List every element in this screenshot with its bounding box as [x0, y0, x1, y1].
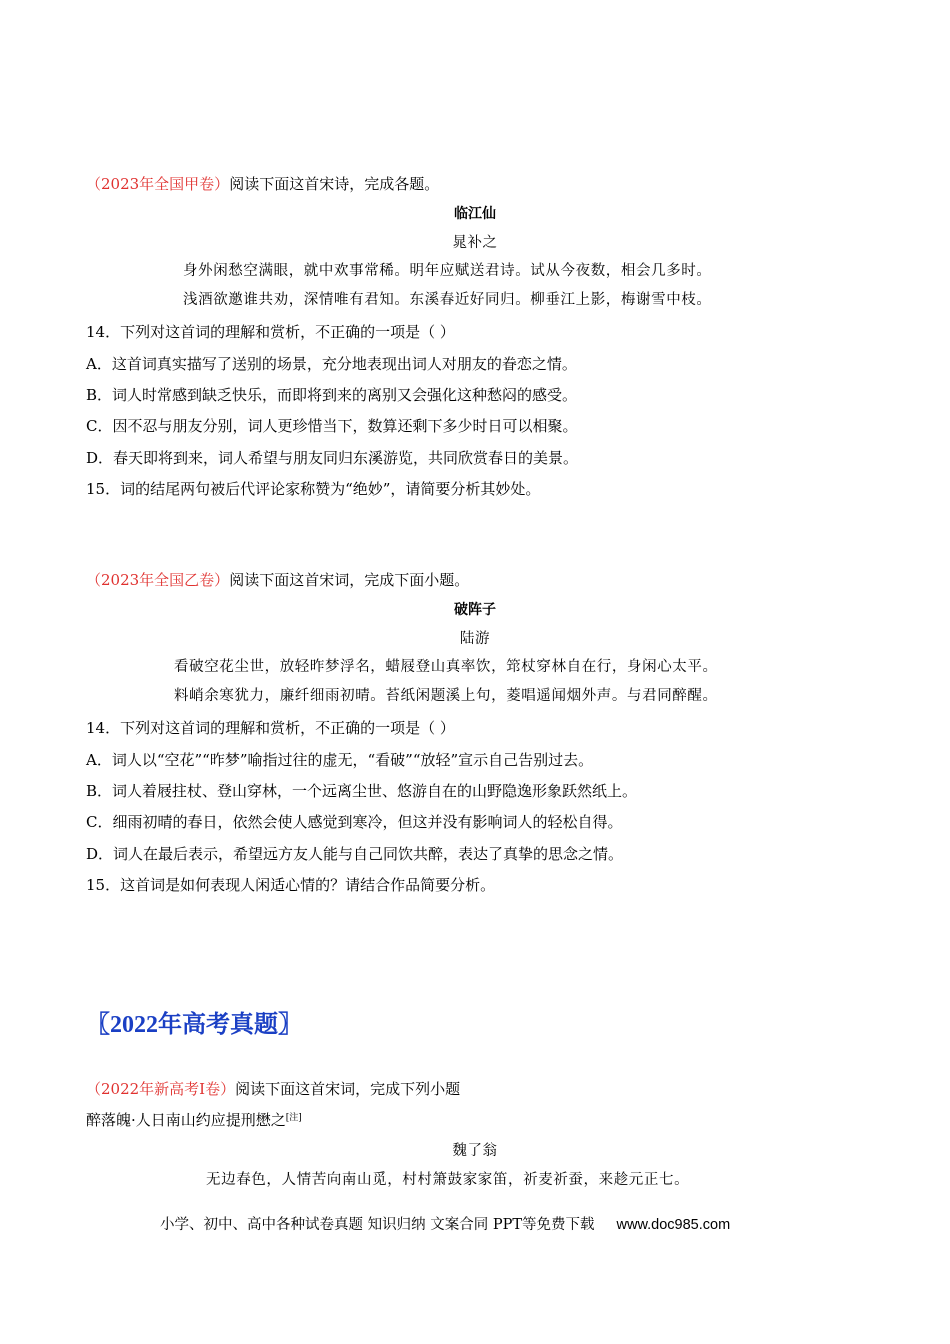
poem-line: 身外闲愁空满眼，就中欢事常稀。明年应赋送君诗。试从今夜数，相会几多时。: [183, 263, 712, 279]
page-footer: [160, 1213, 730, 1234]
question-15: 15．这首词是如何表现人闲适心情的？请结合作品简要分析。: [86, 876, 496, 894]
option-a: A．这首词真实描写了送别的场景，充分地表现出词人对朋友的眷恋之情。: [86, 355, 577, 373]
exam-source: （2023年全国乙卷）: [86, 571, 230, 589]
option-d: D．词人在最后表示，希望远方友人能与自己同饮共醉，表达了真挚的思念之情。: [86, 845, 624, 863]
footer-site-link[interactable]: www.doc985.com: [616, 1217, 731, 1233]
footer-text: 小学、初中、高中各种试卷真题 知识归纳 文案合同 PPT等免费下载: [160, 1217, 595, 1233]
option-c: C．细雨初晴的春日，依然会使人感觉到寒冷，但这并没有影响词人的轻松自得。: [86, 813, 623, 831]
exam-source: （2023年全国甲卷）: [86, 175, 230, 193]
option-a: A．词人以“空花”“昨梦”喻指过往的虚无，“看破”“放轻”宣示自己告别过去。: [86, 751, 594, 769]
option-c: C．因不忍与朋友分别，词人更珍惜当下，数算还剩下多少时日可以相聚。: [86, 417, 578, 435]
poem-line: 无边春色，人情苦向南山觅，村村箫鼓家家笛，祈麦祈蚕，来趁元正七。: [206, 1172, 690, 1188]
question-intro: （2022年新高考Ⅰ卷）阅读下面这首宋词，完成下列小题: [86, 1080, 461, 1098]
question-intro: （2023年全国乙卷）阅读下面这首宋词，完成下面小题。: [86, 571, 470, 589]
poem-author: 晁补之: [452, 235, 498, 251]
poem-line: 料峭余寒犹力，廉纤细雨初晴。苔纸闲题溪上句，菱唱遥闻烟外声。与君同醉醒。: [174, 688, 718, 704]
poem-line: 看破空花尘世，放轻昨梦浮名，蜡屐登山真率饮，筇杖穿林自在行，身闲心太平。: [174, 659, 718, 675]
footnote-marker: [注]: [285, 1113, 302, 1123]
question-14: 14．下列对这首词的理解和赏析，不正确的一项是（ ）: [86, 719, 455, 737]
poem-line: 浅酒欲邀谁共劝，深情唯有君知。东溪春近好同归。柳垂江上影，梅谢雪中枝。: [183, 292, 712, 308]
section-heading: 〖2022年高考真题〗: [86, 1012, 302, 1038]
poem-title: 醉落魄·人日南山约应提刑懋之[注]: [86, 1111, 302, 1129]
option-d: D．春天即将到来，词人希望与朋友同归东溪游览，共同欣赏春日的美景。: [86, 449, 579, 467]
question-14: 14．下列对这首词的理解和赏析，不正确的一项是（ ）: [86, 323, 455, 341]
poem-title: 破阵子: [454, 602, 496, 618]
question-15: 15．词的结尾两句被后代评论家称赞为“绝妙”，请简要分析其妙处。: [86, 480, 541, 498]
option-b: B．词人着屐拄杖、登山穿林，一个远离尘世、悠游自在的山野隐逸形象跃然纸上。: [86, 782, 638, 800]
exam-source: （2022年新高考Ⅰ卷）: [86, 1080, 236, 1098]
poem-author: 陆游: [459, 631, 491, 647]
poem-title: 临江仙: [454, 206, 496, 222]
option-b: B．词人时常感到缺乏快乐，而即将到来的离别又会强化这种愁闷的感受。: [86, 386, 578, 404]
question-intro: （2023年全国甲卷）阅读下面这首宋诗，完成各题。: [86, 175, 440, 193]
poem-author: 魏了翁: [452, 1143, 498, 1159]
